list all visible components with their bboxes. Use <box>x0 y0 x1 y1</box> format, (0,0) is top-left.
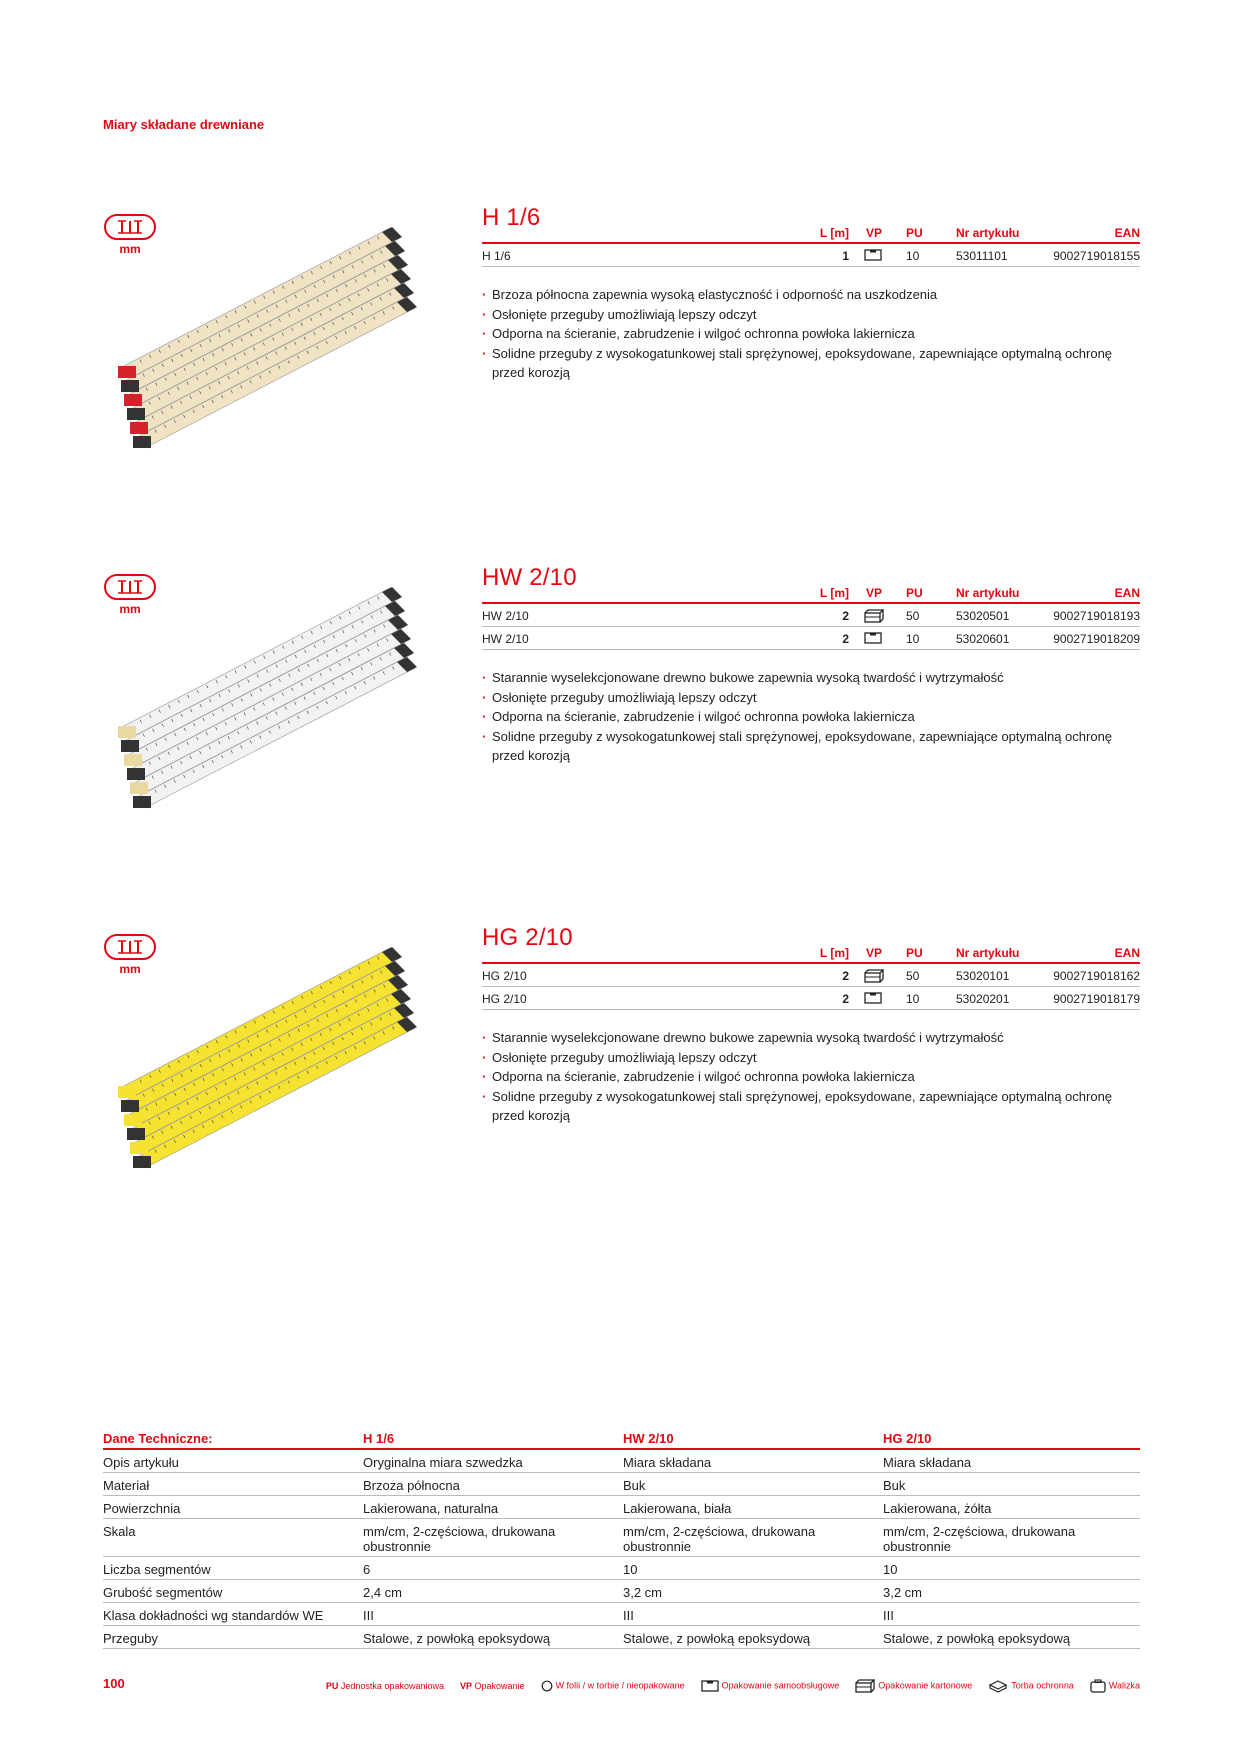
tech-cell: Skala <box>103 1524 136 1539</box>
tech-cell: III <box>883 1608 894 1623</box>
product-table-header <box>482 940 1140 964</box>
carton-pack-icon <box>864 969 882 981</box>
category-title: Miary składane drewniane <box>103 117 265 132</box>
row-ean: 9002719018193 <box>1053 609 1140 623</box>
tech-cell: Stalowe, z powłoką epoksydową <box>623 1631 811 1646</box>
scale-unit-text: mm <box>119 242 141 256</box>
row-pu: 10 <box>906 992 920 1006</box>
carton-pack-icon <box>864 609 882 621</box>
row-pu: 10 <box>906 632 920 646</box>
legend-text: Opakowanie samoobsługowe <box>721 1680 840 1691</box>
tech-cell: Grubość segmentów <box>103 1585 223 1600</box>
header-pu: PU <box>906 226 923 240</box>
feature-item: · Solidne przeguby z wysokogatunkowej stali sprężynowej, epoksydowane, zapewniające optymalną ochronę przed korozją <box>482 1087 1142 1126</box>
product-table <box>482 220 1140 267</box>
tech-cell: Lakierowana, naturalna <box>363 1501 499 1516</box>
tech-cell: 6 <box>363 1562 371 1577</box>
product-table <box>482 940 1140 1010</box>
table-row <box>482 964 1140 987</box>
legend-item <box>541 1680 685 1692</box>
feature-item: · Brzoza północna zapewnia wysoką elastyczność i odporność na uszkodzenia <box>482 285 1142 305</box>
tech-row <box>103 1580 1140 1603</box>
table-row <box>482 244 1140 267</box>
case-icon <box>1090 1680 1109 1690</box>
tech-cell: Buk <box>623 1478 646 1493</box>
row-name: HG 2/10 <box>482 992 527 1006</box>
legend-item <box>326 1681 444 1691</box>
page-number: 100 <box>103 1676 125 1691</box>
product-table-header <box>482 220 1140 244</box>
tech-cell: Oryginalna miara szwedzka <box>363 1455 523 1470</box>
row-ean: 9002719018209 <box>1053 632 1140 646</box>
product-section <box>0 918 1240 1318</box>
header-pu: PU <box>906 946 923 960</box>
legend-item <box>855 1679 972 1693</box>
feature-item: · Starannie wyselekcjonowane drewno bukowe zapewnia wysoką twardość i wytrzymałość <box>482 1028 1142 1048</box>
self-service-pack-icon <box>864 632 882 644</box>
tech-cell: Brzoza północna <box>363 1478 460 1493</box>
header-length: L [m] <box>819 226 849 240</box>
header-ean: EAN <box>1114 226 1140 240</box>
row-article: 53020201 <box>956 992 1010 1006</box>
row-ean: 9002719018179 <box>1053 992 1140 1006</box>
row-article: 53020601 <box>956 632 1010 646</box>
row-pu: 50 <box>906 969 920 983</box>
row-name: HG 2/10 <box>482 969 527 983</box>
header-vp: VP <box>866 586 883 600</box>
product-section <box>0 558 1240 958</box>
legend-text: Opakowanie kartonowe <box>878 1680 973 1691</box>
tech-cell: Stalowe, z powłoką epoksydową <box>363 1631 551 1646</box>
tech-cell: Lakierowana, żółta <box>883 1501 992 1516</box>
legend-abbr: VP <box>459 1681 472 1691</box>
tech-header-h16: H 1/6 <box>363 1431 395 1446</box>
feature-item: · Odporna na ścieranie, zabrudzenie i wilgoć ochronna powłoka lakiernicza <box>482 324 1142 344</box>
tech-row <box>103 1626 1140 1649</box>
row-name: HW 2/10 <box>482 609 529 623</box>
feature-list <box>482 668 1142 766</box>
tech-cell: Miara składana <box>623 1455 712 1470</box>
header-ean: EAN <box>1114 586 1140 600</box>
tech-row <box>103 1557 1140 1580</box>
product-title: HW 2/10 <box>482 564 577 591</box>
feature-item: · Solidne przeguby z wysokogatunkowej stali sprężynowej, epoksydowane, zapewniające optymalną ochronę przed korozją <box>482 344 1142 383</box>
tech-cell: Buk <box>883 1478 906 1493</box>
row-article: 53020101 <box>956 969 1010 983</box>
self-service-pack-icon <box>864 992 882 1004</box>
legend-abbr: PU <box>325 1681 339 1691</box>
tech-cell: Przeguby <box>103 1631 158 1646</box>
feature-item: · Odporna na ścieranie, zabrudzenie i wilgoć ochronna powłoka lakiernicza <box>482 1067 1142 1087</box>
tech-row <box>103 1473 1140 1496</box>
legend-item <box>460 1681 525 1691</box>
header-pu: PU <box>906 586 923 600</box>
feature-item: · Osłonięte przeguby umożliwiają lepszy odczyt <box>482 305 1142 325</box>
header-vp: VP <box>866 946 883 960</box>
row-length: 2 <box>842 632 849 646</box>
row-length: 2 <box>842 992 849 1006</box>
tech-cell: 3,2 cm <box>623 1585 663 1600</box>
tech-cell: Liczba segmentów <box>103 1562 211 1577</box>
folding-ruler-image <box>110 218 440 458</box>
table-row <box>482 604 1140 627</box>
header-length: L [m] <box>819 586 849 600</box>
legend-text: Opakowanie <box>474 1681 525 1691</box>
product-title: H 1/6 <box>482 204 541 231</box>
row-ean: 9002719018155 <box>1053 249 1140 263</box>
tech-header-row <box>103 1428 1140 1450</box>
product-title: HG 2/10 <box>482 924 573 951</box>
tech-cell: mm/cm, 2-częściowa, drukowana obustronnie <box>883 1524 1076 1554</box>
feature-item: · Osłonięte przeguby umożliwiają lepszy odczyt <box>482 1048 1142 1068</box>
legend <box>310 1679 1140 1693</box>
header-article: Nr artykułu <box>956 946 1020 960</box>
folding-ruler-image <box>110 578 440 818</box>
legend-item <box>1090 1679 1140 1693</box>
row-length: 1 <box>842 249 849 263</box>
tech-cell: 3,2 cm <box>883 1585 923 1600</box>
row-ean: 9002719018162 <box>1053 969 1140 983</box>
tech-cell: III <box>363 1608 374 1623</box>
row-pu: 10 <box>906 249 920 263</box>
legend-item <box>988 1679 1074 1693</box>
product-table-header <box>482 580 1140 604</box>
tech-cell: mm/cm, 2-częściowa, drukowana obustronnie <box>363 1524 556 1554</box>
tech-row <box>103 1519 1140 1557</box>
tech-cell: Lakierowana, biała <box>623 1501 732 1516</box>
foil-bag-icon <box>541 1680 556 1690</box>
legend-text: W folii / w torbie / nieopakowane <box>555 1680 685 1691</box>
tech-cell: 10 <box>883 1562 898 1577</box>
table-row <box>482 987 1140 1010</box>
tech-cell: Miara składana <box>883 1455 972 1470</box>
tech-cell: Opis artykułu <box>103 1455 179 1470</box>
tech-cell: III <box>623 1608 634 1623</box>
tech-cell: Powierzchnia <box>103 1501 181 1516</box>
header-ean: EAN <box>1114 946 1140 960</box>
row-article: 53011101 <box>956 249 1008 263</box>
row-pu: 50 <box>906 609 920 623</box>
tech-cell: mm/cm, 2-częściowa, drukowana obustronnie <box>623 1524 816 1554</box>
scale-unit-text: mm <box>119 602 141 616</box>
feature-list <box>482 285 1142 383</box>
feature-item: · Osłonięte przeguby umożliwiają lepszy odczyt <box>482 688 1142 708</box>
protective-bag-icon <box>988 1680 1011 1690</box>
legend-text: Walizka <box>1108 1680 1140 1691</box>
tech-header-hw210: HW 2/10 <box>623 1431 674 1446</box>
tech-row <box>103 1496 1140 1519</box>
feature-item: · Starannie wyselekcjonowane drewno bukowe zapewnia wysoką twardość i wytrzymałość <box>482 668 1142 688</box>
tech-cell: Klasa dokładności wg standardów WE <box>103 1608 324 1623</box>
tech-row <box>103 1603 1140 1626</box>
legend-item <box>701 1680 840 1692</box>
tech-cell: 2,4 cm <box>363 1585 403 1600</box>
row-article: 53020501 <box>956 609 1010 623</box>
table-row <box>482 627 1140 650</box>
header-article: Nr artykułu <box>956 226 1020 240</box>
legend-text: Jednostka opakowaniowa <box>340 1681 444 1691</box>
feature-list <box>482 1028 1142 1126</box>
page-footer <box>103 1676 1140 1696</box>
row-name: H 1/6 <box>482 249 511 263</box>
header-article: Nr artykułu <box>956 586 1020 600</box>
self-service-pack-icon <box>864 249 882 261</box>
technical-data-table <box>103 1428 1140 1649</box>
feature-item: · Odporna na ścieranie, zabrudzenie i wilgoć ochronna powłoka lakiernicza <box>482 707 1142 727</box>
scale-unit-text: mm <box>119 962 141 976</box>
tech-header-hg210: HG 2/10 <box>883 1431 932 1446</box>
row-length: 2 <box>842 609 849 623</box>
feature-item: · Solidne przeguby z wysokogatunkowej stali sprężynowej, epoksydowane, zapewniające optymalną ochronę przed korozją <box>482 727 1142 766</box>
row-length: 2 <box>842 969 849 983</box>
header-vp: VP <box>866 226 883 240</box>
row-name: HW 2/10 <box>482 632 529 646</box>
product-section <box>0 198 1240 598</box>
tech-cell: Materiał <box>103 1478 150 1493</box>
header-length: L [m] <box>819 946 849 960</box>
tech-row <box>103 1450 1140 1473</box>
folding-ruler-image <box>110 938 440 1178</box>
carton-pack-icon <box>855 1680 878 1690</box>
tech-cell: Stalowe, z powłoką epoksydową <box>883 1631 1071 1646</box>
tech-header-label: Dane Techniczne: <box>103 1431 213 1446</box>
tech-cell: 10 <box>623 1562 638 1577</box>
self-service-pack-icon <box>701 1680 722 1690</box>
legend-text: Torba ochronna <box>1011 1680 1074 1691</box>
product-table <box>482 580 1140 650</box>
